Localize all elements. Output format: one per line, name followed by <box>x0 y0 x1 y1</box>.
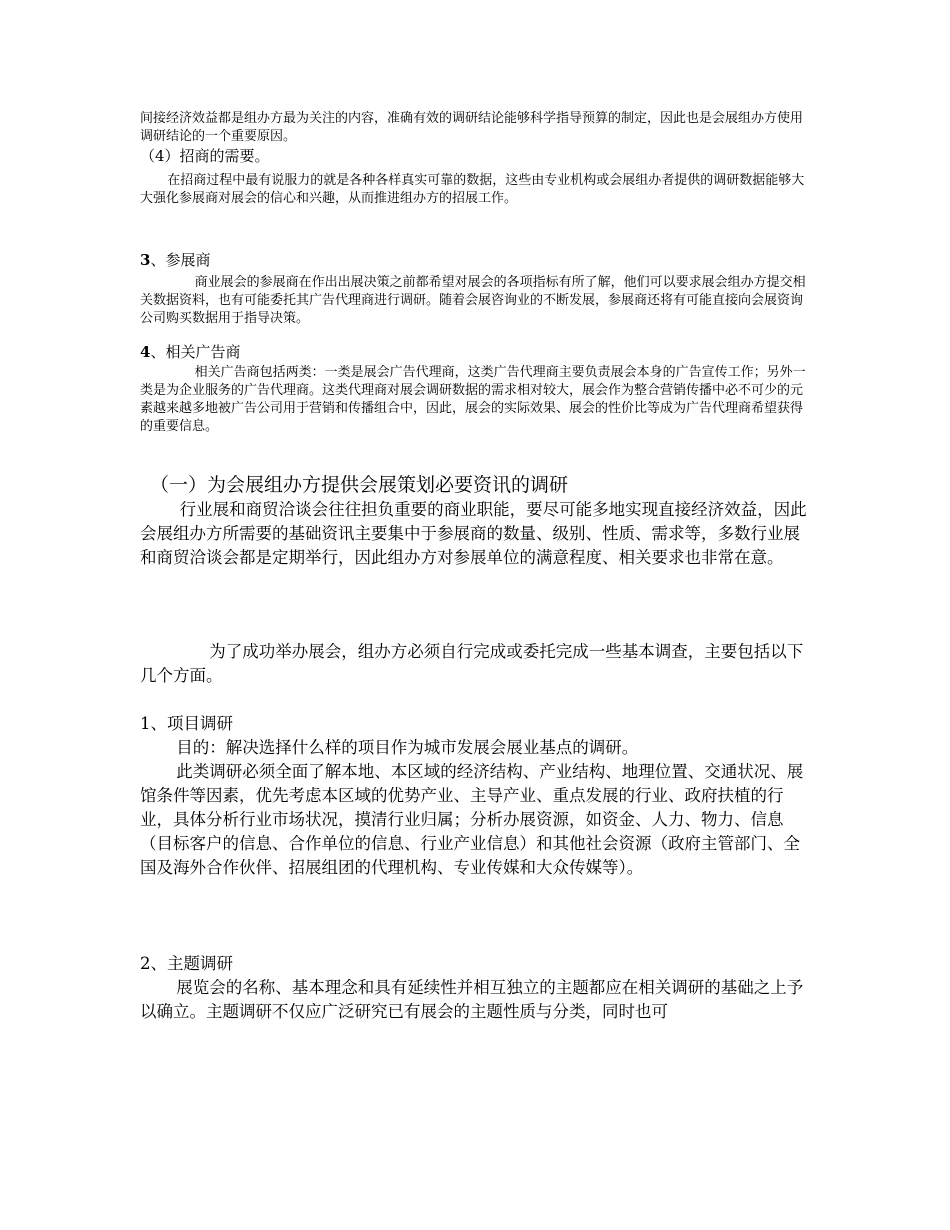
document-page <box>140 110 812 1024</box>
heading-project-research: 1、项目调研 <box>140 714 233 733</box>
paragraph-basic-survey: 为了成功举办展会，组办方必须自行完成或委托完成一些基本调查，主要包括以下几个方面。 <box>140 642 804 685</box>
paragraph-project-details: 此类调研必须全面了解本地、本区域的经济结构、产业结构、地理位置、交通状况、展馆条件等因素，优先考虑本区域的优势产业、主导产业、重点发展的行业、政府扶植的行业，具体分析行业市场状况，摸清行业归属；分析办展资源，如资金、人力、物力、信息（目标客户的信息、合作单位的信息、行业产业信息）和其他社会资源（政府主管部门、全国及海外合作伙伴、招展组团的代理机构、专业传媒和大众传媒等）。 <box>140 762 804 877</box>
heading-exhibitors-text: 、参展商 <box>150 251 211 269</box>
paragraph-project-purpose: 目的：解决选择什么样的项目作为城市发展会展业基点的调研。 <box>176 738 639 757</box>
paragraph-budget: 间接经济效益都是组办方最为关注的内容，准确有效的调研结论能够科学指导预算的制定，因此也是会展组办方使用调研结论的一个重要原因。 <box>140 111 804 144</box>
heading-exhibitors-number: 3 <box>140 251 151 269</box>
section-title: （一）为会展组办方提供会展策划必要资讯的调研 <box>150 474 569 496</box>
heading-advertisers-text: 、相关广告商 <box>150 343 241 361</box>
heading-investment-need: （4）招商的需要。 <box>140 147 270 165</box>
paragraph-exhibitors: 商业展会的参展商在作出出展决策之前都希望对展会的各项指标有所了解，他们可以要求展会组办方提交相关数据资料，也有可能委托其广告代理商进行调研。随着会展咨询业的不断发展，参展商还将有可能直接向会展资询公司购买数据用于指导决策。 <box>140 275 806 326</box>
heading-advertisers <box>140 342 812 362</box>
heading-theme-research: 2、主题调研 <box>140 954 233 973</box>
heading-exhibitors <box>140 250 812 270</box>
heading-advertisers-number: 4 <box>140 343 151 361</box>
paragraph-investment: 在招商过程中最有说服力的就是各种各样真实可靠的数据，这些由专业机构或会展组办者提供的调研数据能够大大强化参展商对展会的信心和兴趣，从而推进组办方的招展工作。 <box>140 173 805 206</box>
paragraph-advertisers: 相关广告商包括两类：一类是展会广告代理商，这类广告代理商主要负责展会本身的广告宣传工作；另外一类是为企业服务的广告代理商。这类代理商对展会调研数据的需求相对较大，展会作为整合营销传播中必不可少的元素越来越多地被广告公司用于营销和传播组合中，因此，展会的实际效果、展会的性价比等成为广告代理商希望获得的重要信息。 <box>140 365 806 434</box>
paragraph-organizer-needs: 行业展和商贸洽谈会往往担负重要的商业职能，要尽可能多地实现直接经济效益，因此会展组办方所需要的基础资讯主要集中于参展商的数量、级别、性质、需求等，多数行业展和商贸洽谈会都是定期举行，因此组办方对参展单位的满意程度、相关要求也非常在意。 <box>140 500 807 567</box>
paragraph-theme-details: 展览会的名称、基本理念和具有延续性并相互独立的主题都应在相关调研的基础之上予以确立。主题调研不仅应广泛研究已有展会的主题性质与分类，同时也可 <box>140 978 804 1021</box>
